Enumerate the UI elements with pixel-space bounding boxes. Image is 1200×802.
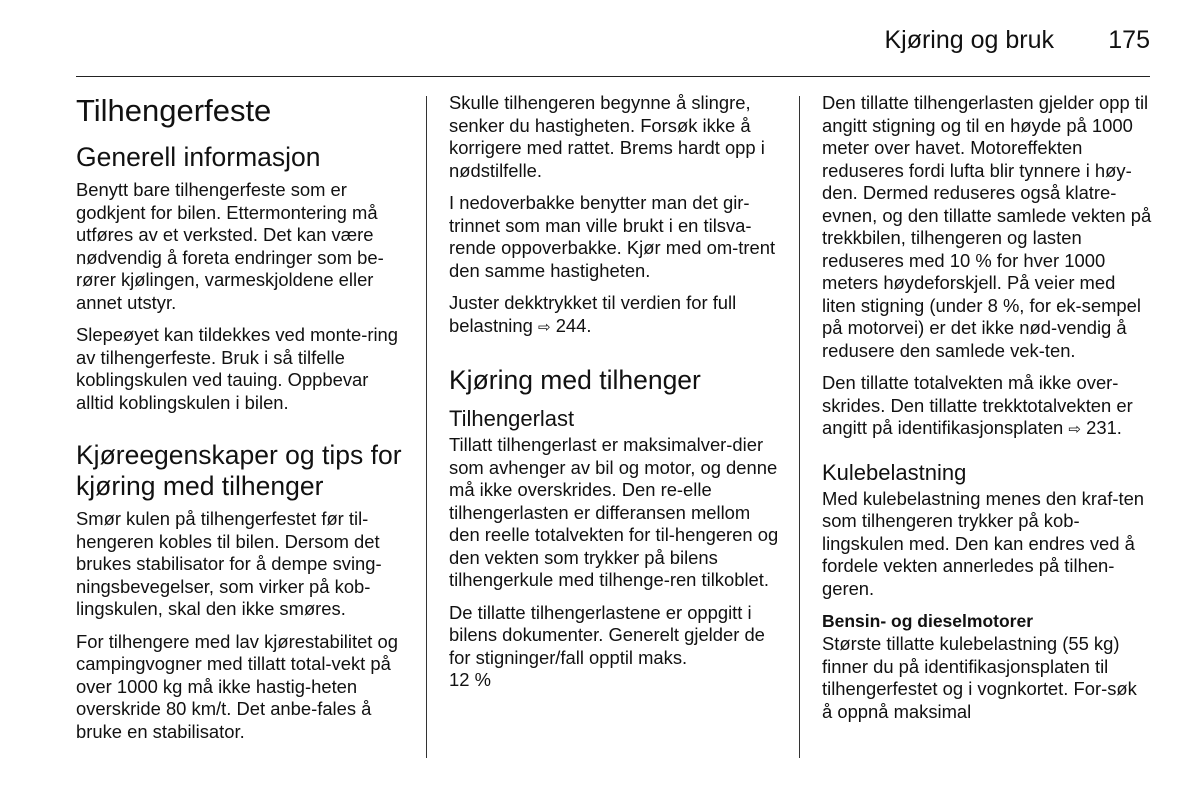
heading-ball-load: Kulebelastning (822, 459, 967, 485)
paragraph: Største tillatte kulebelastning (55 kg) finner du på identifikasjonsplaten til tilhengerfestet og i vognkortet. For-søk å oppnå maksimal (822, 633, 1137, 722)
paragraph (822, 372, 1152, 442)
page-reference-arrow-icon: ⇨ (537, 318, 551, 336)
heading-petrol-diesel: Bensin- og dieselmotorer (822, 611, 1034, 631)
paragraph: Med kulebelastning menes den kraf-ten som tilhengeren trykker på kob-lingskulen med. Den kan endres ved å fordele vekten annerledes på tilhen-geren. (822, 487, 1145, 599)
chapter-title: Tilhengerfeste (76, 93, 272, 128)
paragraph-text: Juster dekktrykket til verdien for full belastning (449, 292, 737, 336)
section-title: Kjøring og bruk (884, 26, 1054, 54)
heading-trailer-load: Tilhengerlast (449, 406, 575, 431)
paragraph: Skulle tilhengeren begynne å slingre, senker du hastigheten. Forsøk ikke å korrigere med rattet. Brems hardt opp i nødstilfelle. (449, 92, 765, 181)
column-divider (799, 96, 800, 758)
column-divider (426, 96, 427, 758)
paragraph: Den tillatte tilhengerlasten gjelder opp til angitt stigning og til en høyde på 1000 meter over havet. Motoreffekten reduseres fordi lufta blir tynnere i høy-den. Dermed reduseres også klatre-evnen, og den tillatte samlede vekten på trekkbilen, tilhengeren og lasten reduseres med 10 % for hver 1000 meters høydeforskjell. På veier med liten stigning (under 8 %, for ek-sempel på motorvei) er det ikke nød-vendig å redusere den samlede vek-ten. (822, 92, 1152, 361)
column-left (76, 92, 406, 753)
paragraph: Benytt bare tilhengerfeste som er godkjent for bilen. Ettermontering må utføres av et verksted. Det kan være nødvendig å foreta endringer som be-rører kjølingen, varmeskjoldene eller annet utstyr. (76, 179, 384, 313)
page-header (76, 20, 1150, 77)
paragraph: Slepeøyet kan tildekkes ved monte-ring av tilhengerfeste. Bruk i så tilfelle koblingskulen ved tauing. Oppbevar alltid koblingskulen i bilen. (76, 324, 398, 413)
column-right (822, 92, 1152, 733)
paragraph: I nedoverbakke benytter man det gir-trinnet som man ville brukt i en tilsva-rende oppoverbakke. Kjør med om-trent den samme hastigheten. (449, 192, 776, 281)
heading-driving-with-trailer: Kjøring med tilhenger (449, 365, 701, 395)
paragraph: For tilhengere med lav kjørestabilitet og campingvogner med tillatt total-vekt på over 1000 kg må ikke hastig-heten overskride 80 km/t. Det anbe-fales å bruke en stabilisator. (76, 630, 398, 742)
paragraph (449, 292, 779, 339)
paragraph (449, 602, 779, 692)
page-reference[interactable]: 244. (555, 314, 592, 336)
heading-driving-tips: Kjøreegenskaper og tips for kjøring med tilhenger (76, 440, 402, 501)
page-reference[interactable]: 231. (1086, 417, 1122, 438)
percentage-value: 12 % (449, 669, 491, 690)
heading-general-info: Generell informasjon (76, 142, 321, 172)
page-reference-arrow-icon: ⇨ (1068, 421, 1081, 438)
column-middle (449, 92, 779, 702)
paragraph: Smør kulen på tilhengerfestet før til-hengeren kobles til bilen. Dersom det brukes stabilisator for å dempe sving-ningsbevegelser, som virker på kob-lingskulen, skal den ikke smøres. (76, 508, 382, 619)
paragraph: Tillatt tilhengerlast er maksimalver-dier som avhenger av bil og motor, og denne må ikke overskrides. Den re-elle tilhengerlasten er differansen mellom den reelle totalvekten for til-hengeren og den vekten som trykker på bilens tilhengerkule med tilhenge-ren tilkoblet. (449, 434, 779, 590)
paragraph-text: Den tillatte totalvekten må ikke over-skrides. Den tillatte trekktotalvekten er angitt på identifikasjonsplaten (822, 372, 1133, 438)
paragraph-text: De tillatte tilhengerlastene er oppgitt i bilens dokumenter. Generelt gjelder de for stigninger/fall opptil maks. (449, 601, 765, 668)
page-number: 175 (1108, 26, 1150, 54)
